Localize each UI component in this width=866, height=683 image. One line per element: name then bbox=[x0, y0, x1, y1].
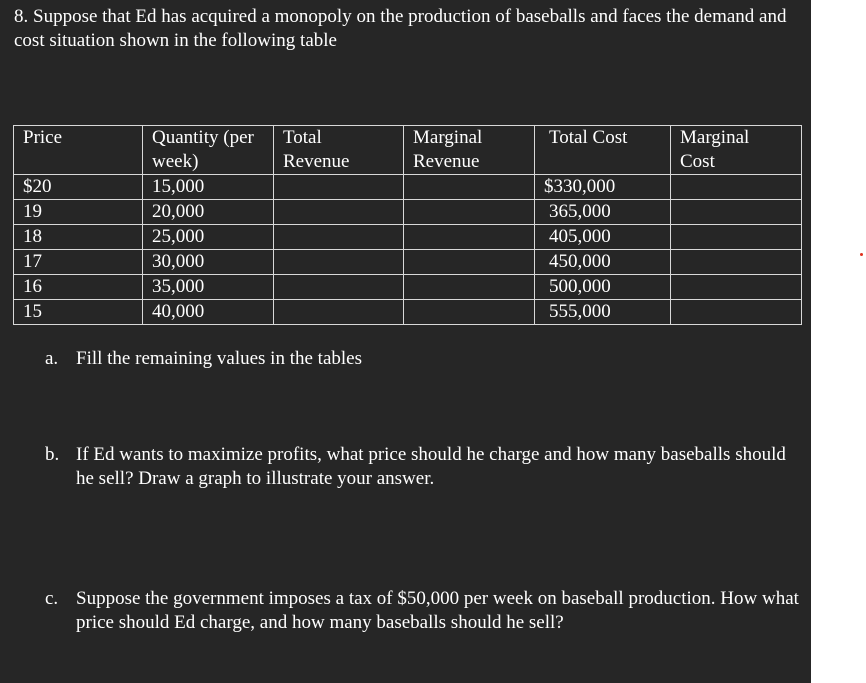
cell-total-revenue bbox=[274, 175, 404, 200]
question-c-letter: c. bbox=[45, 588, 59, 609]
cell-quantity: 15,000 bbox=[143, 175, 274, 200]
cell-marginal-cost bbox=[671, 300, 802, 325]
question-a-letter: a. bbox=[45, 348, 59, 369]
cell-marginal-revenue bbox=[404, 200, 535, 225]
cell-marginal-revenue bbox=[404, 300, 535, 325]
problem-intro: 8. Suppose that Ed has acquired a monopoly on the production of baseballs and faces the demand and cost situation shown in the following table bbox=[14, 6, 787, 51]
cell-marginal-cost bbox=[671, 250, 802, 275]
cell-marginal-revenue bbox=[404, 175, 535, 200]
question-b-text: If Ed wants to maximize profits, what price should he charge and how many baseballs should he sell? Draw a graph to illustrate your answer. bbox=[76, 444, 786, 489]
cell-total-cost: 365,000 bbox=[535, 200, 671, 225]
cell-total-cost: $330,000 bbox=[535, 175, 671, 200]
cell-marginal-cost bbox=[671, 225, 802, 250]
question-b-letter: b. bbox=[45, 444, 60, 465]
question-c bbox=[45, 587, 805, 635]
cell-quantity: 40,000 bbox=[143, 300, 274, 325]
header-marginal-revenue: Marginal Revenue bbox=[404, 126, 535, 175]
cell-quantity: 30,000 bbox=[143, 250, 274, 275]
cell-marginal-revenue bbox=[404, 250, 535, 275]
table-row bbox=[14, 175, 802, 200]
stray-mark bbox=[860, 253, 863, 256]
table-header-row bbox=[14, 126, 802, 175]
cell-price: 15 bbox=[14, 300, 143, 325]
cell-marginal-cost bbox=[671, 200, 802, 225]
cell-total-revenue bbox=[274, 200, 404, 225]
cell-marginal-cost bbox=[671, 275, 802, 300]
cell-marginal-revenue bbox=[404, 225, 535, 250]
table-row bbox=[14, 275, 802, 300]
question-b bbox=[45, 443, 805, 491]
cell-total-revenue bbox=[274, 300, 404, 325]
cell-quantity: 35,000 bbox=[143, 275, 274, 300]
cell-price: 16 bbox=[14, 275, 143, 300]
question-a-text: Fill the remaining values in the tables bbox=[76, 348, 362, 369]
cell-total-cost: 405,000 bbox=[535, 225, 671, 250]
cell-total-revenue bbox=[274, 250, 404, 275]
header-quantity: Quantity (per week) bbox=[143, 126, 274, 175]
question-c-text: Suppose the government imposes a tax of $50,000 per week on baseball production. How what price should Ed charge, and how many baseballs should he sell? bbox=[76, 588, 799, 633]
cell-total-cost: 500,000 bbox=[535, 275, 671, 300]
cell-price: 19 bbox=[14, 200, 143, 225]
table-row bbox=[14, 250, 802, 275]
cell-total-cost: 450,000 bbox=[535, 250, 671, 275]
header-marginal-cost: Marginal Cost bbox=[671, 126, 802, 175]
cell-price: $20 bbox=[14, 175, 143, 200]
cell-total-revenue bbox=[274, 275, 404, 300]
cell-price: 18 bbox=[14, 225, 143, 250]
question-a bbox=[45, 347, 805, 371]
cell-marginal-revenue bbox=[404, 275, 535, 300]
cell-total-cost: 555,000 bbox=[535, 300, 671, 325]
header-total-cost: Total Cost bbox=[535, 126, 671, 175]
cell-marginal-cost bbox=[671, 175, 802, 200]
table-row bbox=[14, 200, 802, 225]
header-price: Price bbox=[14, 126, 143, 175]
header-total-revenue: Total Revenue bbox=[274, 126, 404, 175]
table-row bbox=[14, 300, 802, 325]
cell-quantity: 20,000 bbox=[143, 200, 274, 225]
demand-cost-table bbox=[13, 125, 802, 325]
cell-price: 17 bbox=[14, 250, 143, 275]
table-row bbox=[14, 225, 802, 250]
cell-total-revenue bbox=[274, 225, 404, 250]
cell-quantity: 25,000 bbox=[143, 225, 274, 250]
